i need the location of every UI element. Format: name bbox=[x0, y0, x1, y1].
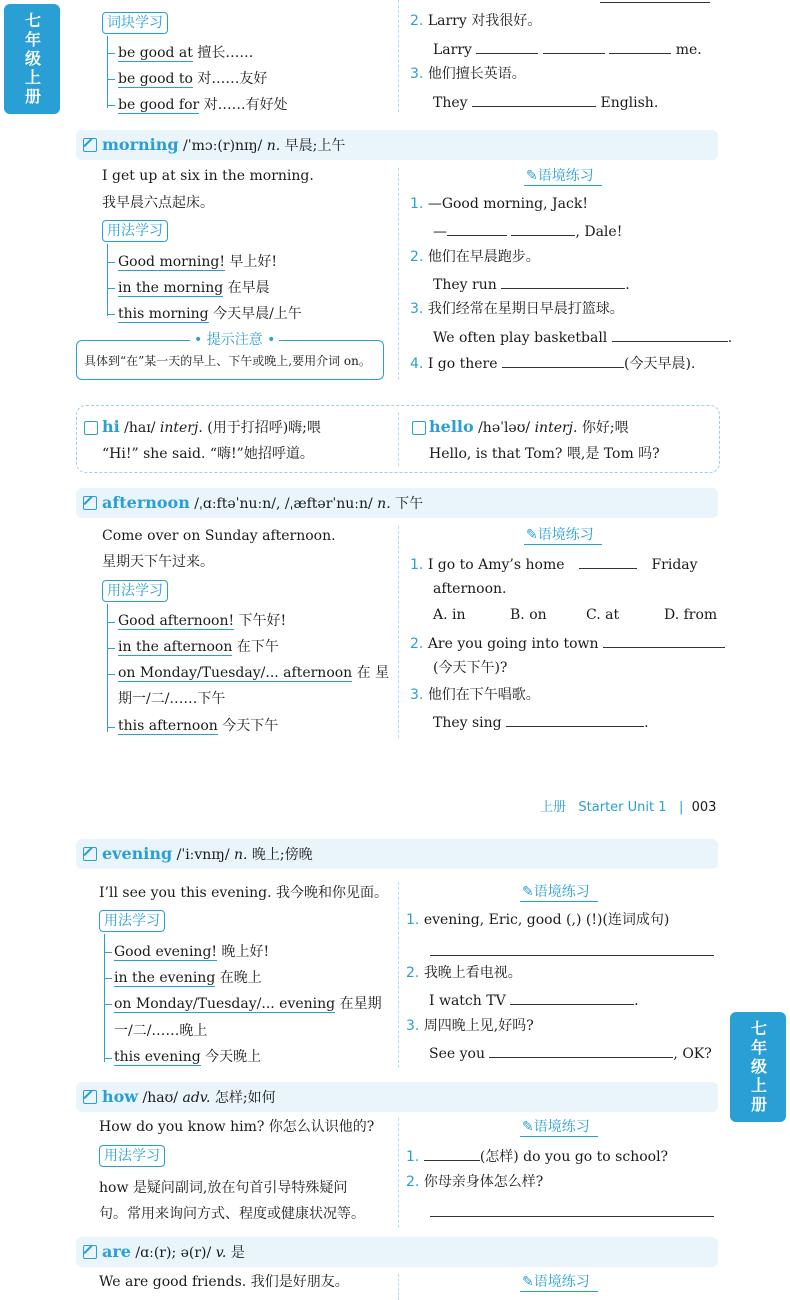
edit-icon bbox=[83, 496, 97, 510]
usage-text: 句。常用来询问方式、程度或健康状况等。 bbox=[99, 1206, 365, 1222]
exercise-1: 1. (怎样) do you go to school? bbox=[406, 1146, 668, 1166]
usage-item: Good evening! 晚上好! bbox=[114, 944, 270, 960]
usage-label: 用法学习 bbox=[102, 220, 168, 242]
exercise-4: 4. I go there (今天早晨). bbox=[410, 353, 695, 373]
pencil-icon: ✎ bbox=[526, 168, 538, 184]
usage-item: in the evening 在晚上 bbox=[114, 970, 262, 986]
exercise-1-cont: afternoon. bbox=[433, 581, 507, 597]
grade-side-tab: 七年级上册 bbox=[4, 4, 60, 114]
usage-item: this morning 今天早晨/上午 bbox=[118, 306, 302, 322]
edit-icon bbox=[83, 1090, 97, 1104]
edit-icon bbox=[412, 421, 426, 435]
usage-tick bbox=[107, 288, 115, 289]
example-zh: 我早晨六点起床。 bbox=[102, 195, 214, 211]
column-divider bbox=[398, 1274, 399, 1300]
context-practice-label: ✎语境练习 bbox=[520, 1118, 598, 1137]
exercise-2: 2. 你母亲身体怎么样? bbox=[406, 1174, 544, 1190]
example: I’ll see you this evening. 我今晚和你见面。 bbox=[99, 885, 389, 901]
exercise-2: 2. 他们在早晨跑步。 bbox=[410, 249, 540, 265]
usage-tick bbox=[107, 648, 115, 649]
edit-icon bbox=[84, 421, 98, 435]
tip-header: • 提示注意 • bbox=[190, 331, 279, 349]
option-a: A. in bbox=[433, 607, 466, 623]
chunk-learning-label: 词块学习 bbox=[102, 12, 168, 34]
exercise-2: 2. 我晚上看电视。 bbox=[406, 965, 522, 981]
pencil-icon: ✎ bbox=[522, 1274, 534, 1290]
usage-label: 用法学习 bbox=[99, 1145, 165, 1167]
usage-label: 用法学习 bbox=[102, 580, 168, 602]
exercise-2: 2. Are you going into town bbox=[410, 633, 725, 653]
exercise-1: 1. evening, Eric, good (,) (!)(连词成句) bbox=[406, 912, 670, 928]
exercise-2-answer: I watch TV . bbox=[429, 990, 639, 1010]
usage-item: be good at 擅长…… bbox=[118, 45, 254, 61]
example: “Hi!” she said. “嗨!”她招呼道。 bbox=[102, 446, 314, 462]
example: How do you know him? 你怎么认识他的? bbox=[99, 1119, 375, 1135]
exercise-3-answer: They sing . bbox=[433, 712, 649, 732]
column-divider bbox=[398, 0, 399, 112]
example-en: I get up at six in the morning. bbox=[102, 168, 314, 184]
usage-item: this afternoon 今天下午 bbox=[118, 718, 279, 734]
answer-line bbox=[430, 1216, 714, 1217]
option-c: C. at bbox=[586, 607, 620, 623]
option-d: D. from bbox=[664, 607, 718, 623]
exercise-3: 3. 周四晚上见,好吗? bbox=[406, 1018, 534, 1034]
exercise-3: 3. 我们经常在星期日早晨打篮球。 bbox=[410, 301, 624, 317]
example-en: Come over on Sunday afternoon. bbox=[102, 528, 336, 544]
usage-tick bbox=[107, 53, 115, 54]
exercise-2-cont: (今天下午)? bbox=[433, 660, 508, 676]
context-practice-label: ✎语境练习 bbox=[520, 1273, 598, 1292]
column-divider bbox=[398, 1118, 399, 1228]
word-header-hello: hello /həˈləʊ/ interj. 你好;喂 bbox=[429, 417, 629, 436]
edit-icon bbox=[83, 1245, 97, 1259]
usage-bracket bbox=[107, 604, 114, 732]
answer-blank bbox=[600, 2, 710, 3]
usage-tick bbox=[107, 674, 115, 675]
exercise-1: 1. —Good morning, Jack! bbox=[410, 196, 588, 212]
exercise-2-answer: Larry me. bbox=[433, 39, 702, 59]
usage-item: Good morning! 早上好! bbox=[118, 254, 278, 270]
context-practice-label: ✎语境练习 bbox=[520, 883, 598, 902]
usage-tick bbox=[107, 314, 115, 315]
usage-tick bbox=[107, 622, 115, 623]
usage-item: be good for 对……有好处 bbox=[118, 97, 288, 113]
usage-tick bbox=[107, 727, 115, 728]
pencil-icon: ✎ bbox=[522, 884, 534, 900]
exercise-1: 1. I go to Amy’s home Friday bbox=[410, 554, 698, 574]
usage-item: in the afternoon 在下午 bbox=[118, 639, 279, 655]
usage-tick bbox=[107, 262, 115, 263]
usage-bracket bbox=[107, 244, 114, 316]
usage-item-cont: 一/二/……晚上 bbox=[114, 1023, 208, 1039]
exercise-1-answer: — , Dale! bbox=[433, 221, 622, 241]
usage-bracket bbox=[104, 934, 111, 1062]
column-divider bbox=[398, 168, 399, 380]
column-divider bbox=[398, 526, 399, 738]
usage-item: on Monday/Tuesday/... afternoon 在 星 bbox=[118, 665, 390, 681]
pencil-icon: ✎ bbox=[526, 527, 538, 543]
context-practice-label: ✎语境练习 bbox=[524, 167, 602, 186]
exercise-2: 2. Larry 对我很好。 bbox=[410, 13, 542, 29]
column-divider bbox=[398, 882, 399, 1068]
exercise-2-answer: They run . bbox=[433, 274, 630, 294]
usage-tick bbox=[107, 105, 115, 106]
word-header-evening: evening /ˈiːvnɪŋ/ n. 晚上;傍晚 bbox=[76, 839, 718, 869]
example: We are good friends. 我们是好朋友。 bbox=[99, 1274, 349, 1290]
context-practice-label: ✎语境练习 bbox=[524, 526, 602, 545]
exercise-3-answer: We often play basketball . bbox=[433, 327, 732, 347]
word-header-how: how /haʊ/ adv. 怎样;如何 bbox=[76, 1082, 718, 1112]
usage-item: this evening 今天晚上 bbox=[114, 1049, 262, 1065]
tip-text: 具体到“在”某一天的早上、下午或晚上,要用介词 on。 bbox=[84, 354, 371, 368]
usage-tick bbox=[104, 952, 112, 953]
word-header-hi: hi /haɪ/ interj. (用于打招呼)嗨;喂 bbox=[102, 417, 321, 436]
usage-label: 用法学习 bbox=[99, 910, 165, 932]
edit-icon bbox=[83, 138, 97, 152]
pencil-icon: ✎ bbox=[522, 1119, 534, 1135]
usage-tick bbox=[104, 1058, 112, 1059]
exercise-3-answer: See you , OK? bbox=[429, 1043, 712, 1063]
usage-item: in the morning 在早晨 bbox=[118, 280, 270, 296]
grade-side-tab-right: 七年级上册 bbox=[730, 1012, 786, 1122]
word-header-morning: morning /ˈmɔː(r)nɪŋ/ n. 早晨;上午 bbox=[76, 130, 718, 160]
usage-bracket bbox=[107, 36, 114, 108]
usage-tick bbox=[107, 79, 115, 80]
edit-icon bbox=[83, 847, 97, 861]
usage-tick bbox=[104, 978, 112, 979]
exercise-3-answer: They English. bbox=[433, 92, 658, 112]
word-header-afternoon: afternoon /ˌɑːftəˈnuːn/, /ˌæftərˈnuːn/ n. 下午 bbox=[76, 488, 718, 518]
column-divider bbox=[398, 412, 399, 466]
exercise-3: 3. 他们在下午唱歌。 bbox=[410, 687, 540, 703]
usage-item: be good to 对……友好 bbox=[118, 71, 268, 87]
usage-text: how 是疑问副词,放在句首引导特殊疑问 bbox=[99, 1180, 348, 1196]
option-b: B. on bbox=[510, 607, 547, 623]
exercise-3: 3. 他们擅长英语。 bbox=[410, 66, 526, 82]
usage-tick bbox=[104, 1004, 112, 1005]
word-header-are: are /ɑː(r); ə(r)/ v. 是 bbox=[76, 1237, 718, 1267]
example: Hello, is that Tom? 喂,是 Tom 吗? bbox=[429, 446, 660, 462]
usage-item: on Monday/Tuesday/... evening 在星期 bbox=[114, 996, 382, 1012]
answer-line bbox=[430, 955, 714, 956]
usage-item-cont: 期一/二/……下午 bbox=[118, 691, 226, 707]
page-header: 上册 Starter Unit 1 | 003 bbox=[540, 800, 717, 815]
usage-item: Good afternoon! 下午好! bbox=[118, 613, 287, 629]
example-zh: 星期天下午过来。 bbox=[102, 554, 214, 570]
